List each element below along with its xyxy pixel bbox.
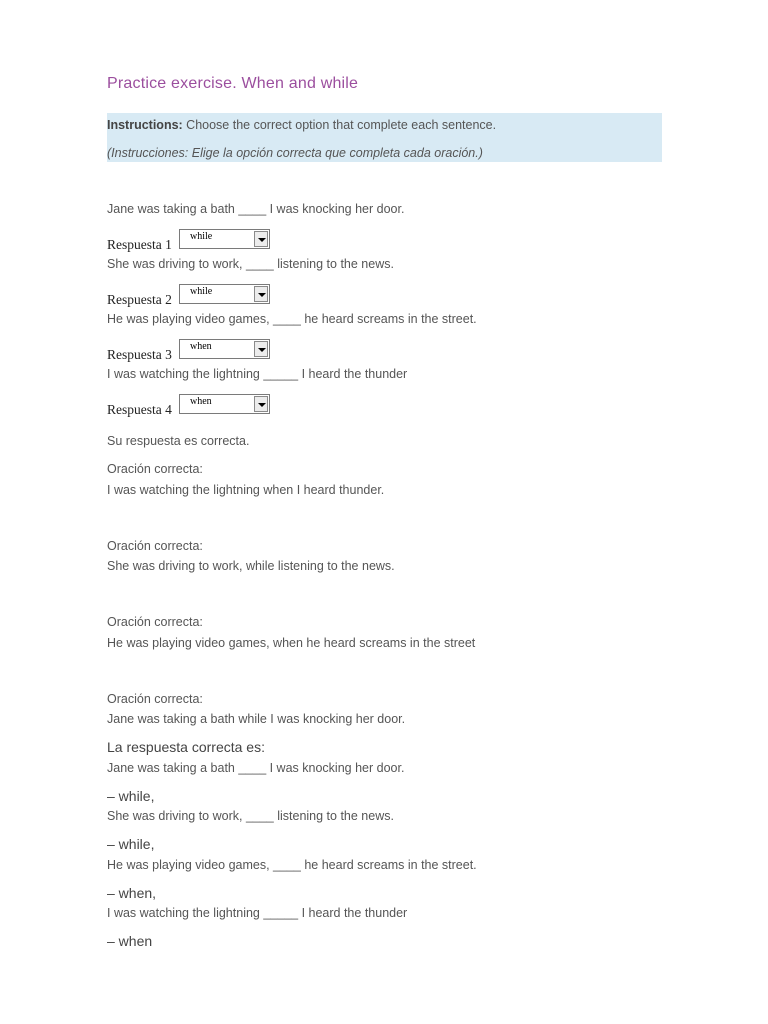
response-label: Respuesta 1 bbox=[107, 237, 172, 252]
correction-label: Oración correcta: bbox=[107, 462, 203, 476]
instructions-label: Instructions: bbox=[107, 118, 183, 132]
answer-heading: La respuesta correcta es: bbox=[107, 739, 265, 755]
chevron-down-icon[interactable] bbox=[254, 341, 268, 357]
question-sentence: He was playing video games, ____ he heard screams in the street. bbox=[107, 312, 477, 326]
answer-value: – when, bbox=[107, 885, 157, 901]
answer-value: – while, bbox=[107, 788, 155, 804]
answer-select-1[interactable] bbox=[179, 229, 270, 249]
question-sentence: She was driving to work, ____ listening to the news. bbox=[107, 257, 394, 271]
correction-label: Oración correcta: bbox=[107, 539, 203, 553]
instructions-translation: (Instrucciones: Elige la opción correcta que completa cada oración.) bbox=[107, 146, 483, 160]
answer-sentence: Jane was taking a bath ____ I was knocking her door. bbox=[107, 761, 405, 775]
correction-label: Oración correcta: bbox=[107, 692, 203, 706]
answer-select-value: while bbox=[190, 231, 213, 242]
answer-select-4[interactable] bbox=[179, 394, 270, 414]
correction-sentence: He was playing video games, when he heard screams in the street bbox=[107, 636, 476, 650]
response-label: Respuesta 3 bbox=[107, 347, 172, 362]
chevron-down-icon[interactable] bbox=[254, 231, 268, 247]
answer-select-value: when bbox=[190, 341, 212, 352]
chevron-down-icon[interactable] bbox=[254, 396, 268, 412]
correction-sentence: Jane was taking a bath while I was knocking her door. bbox=[107, 712, 406, 726]
correction-sentence: She was driving to work, while listening to the news. bbox=[107, 559, 395, 573]
answer-value: – while, bbox=[107, 836, 155, 852]
answer-sentence: I was watching the lightning _____ I heard the thunder bbox=[107, 906, 408, 920]
response-label: Respuesta 2 bbox=[107, 292, 172, 307]
answer-value: – when bbox=[107, 933, 153, 949]
answer-sentence: She was driving to work, ____ listening to the news. bbox=[107, 809, 394, 823]
answer-select-value: when bbox=[190, 396, 212, 407]
feedback-text: Su respuesta es correcta. bbox=[107, 434, 250, 448]
answer-select-2[interactable] bbox=[179, 284, 270, 304]
correction-label: Oración correcta: bbox=[107, 615, 203, 629]
question-sentence: Jane was taking a bath ____ I was knocking her door. bbox=[107, 202, 405, 216]
response-label: Respuesta 4 bbox=[107, 402, 172, 417]
answer-sentence: He was playing video games, ____ he heard screams in the street. bbox=[107, 858, 477, 872]
correction-sentence: I was watching the lightning when I heard thunder. bbox=[107, 483, 385, 497]
answer-select-3[interactable] bbox=[179, 339, 270, 359]
instructions-text bbox=[107, 118, 496, 132]
page-title: Practice exercise. When and while bbox=[107, 75, 359, 92]
instructions-body: Choose the correct option that complete each sentence. bbox=[182, 118, 497, 132]
chevron-down-icon[interactable] bbox=[254, 286, 268, 302]
answer-select-value: while bbox=[190, 286, 213, 297]
question-sentence: I was watching the lightning _____ I heard the thunder bbox=[107, 367, 408, 381]
